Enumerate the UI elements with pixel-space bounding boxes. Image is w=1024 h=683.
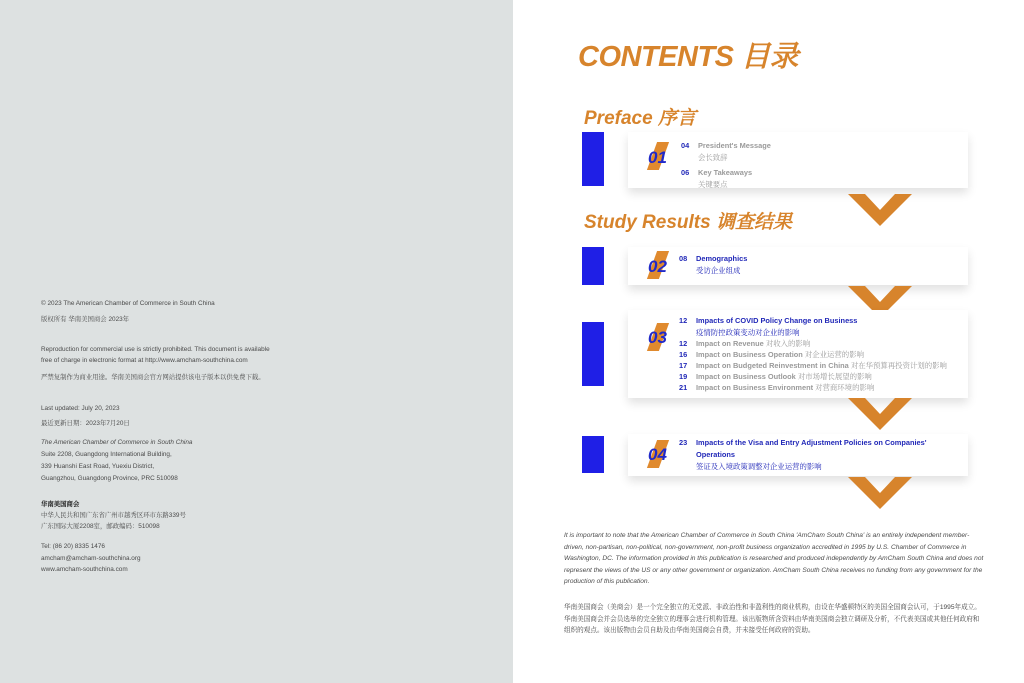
- toc-subitem-outlook[interactable]: 19 Impact on Business Outlook 对市场增长展望的影响: [679, 372, 872, 381]
- reproduction-notice-en-1: Reproduction for commercial use is strictly prohibited. This document is available: [41, 346, 270, 353]
- email-link[interactable]: amcham@amcham-southchina.org: [41, 555, 141, 562]
- reproduction-notice-en-2: free of charge in electronic format at http://www.amcham-southchina.com: [41, 357, 248, 364]
- toc-subitem-environment[interactable]: 21 Impact on Business Environment 对营商环境的影响: [679, 383, 875, 392]
- section-03-number: 03: [648, 328, 667, 347]
- section-02-bar: [582, 247, 604, 285]
- section-01-number: 01: [648, 148, 667, 167]
- last-updated-zh: 最近更新日期：2023年7月20日: [41, 420, 130, 427]
- toc-item-demographics-zh: 受访企业组成: [696, 266, 741, 275]
- website-link[interactable]: www.amcham-southchina.com: [41, 566, 128, 573]
- org-name-zh: 华南美国商会: [41, 501, 80, 508]
- toc-item-presidents-message-zh: 会长致辞: [698, 153, 728, 162]
- section-04-bar: [582, 436, 604, 473]
- toc-subitem-revenue[interactable]: 12 Impact on Revenue 对收入的影响: [679, 339, 811, 348]
- preface-card: [628, 132, 968, 188]
- toc-item-covid-policy[interactable]: 12 Impacts of COVID Policy Change on Business: [679, 316, 858, 325]
- chevron-down-icon: [848, 194, 912, 226]
- address-line-2: 339 Huanshi East Road, Yuexiu District,: [41, 463, 155, 470]
- address-zh-1: 中华人民共和国广东省广州市越秀区环市东路339号: [41, 512, 186, 519]
- chevron-down-icon: [848, 398, 912, 430]
- copyright-zh: 版权所有 华南美国商会 2023年: [41, 316, 130, 323]
- toc-item-visa-entry[interactable]: 23 Impacts of the Visa and Entry Adjustment Policies on Companies': [679, 438, 927, 447]
- address-line-3: Guangzhou, Guangdong Province, PRC 510098: [41, 475, 178, 482]
- section-03-bar: [582, 322, 604, 386]
- disclaimer-en: It is important to note that the American Chamber of Commerce in South China 'AmCham South China' is an entirely independent member-driven, non-partisan, non-political, non-government, non-profit business organization accredited in 1995 by U.S. Chamber of Commerce in Washington, DC. The information provided in this publication is researched and produced independently by AmCham South China and does not represent the views of the US or any other government or organization. AmCham South China receives no funding from any government for the production of this publication.: [564, 532, 984, 585]
- section-02-number: 02: [648, 257, 667, 276]
- section-01-bar: [582, 132, 604, 186]
- org-name-en: The American Chamber of Commerce in South China: [41, 439, 193, 446]
- contents-title: CONTENTS 目录: [578, 41, 799, 73]
- copyright-en: © 2023 The American Chamber of Commerce in South China: [41, 300, 215, 307]
- preface-heading: Preface 序言: [584, 108, 696, 129]
- reproduction-notice-zh: 严禁复制作为商业用途。华南美国商会官方网站提供该电子版本以供免费下载。: [41, 374, 265, 381]
- disclaimer-zh: 华南美国商会（美商会）是一个完全独立的无党派、非政治性和非盈利性的商业机构，由设在华盛顿特区的美国全国商会认可，于1995年成立。华南美国商会并会员选举的完全独立的理事会进行机构管理。该出版物所含资料由华南美国商会独立调研及分析，不代表美国或其他任何政府和组织的观点。该出版物由会员自助及由华南美国商会自费，并未接受任何政府的资助。: [564, 604, 981, 634]
- toc-item-key-takeaways[interactable]: 06 Key Takeaways: [681, 168, 753, 177]
- address-line-1: Suite 2208, Guangdong International Building,: [41, 451, 172, 458]
- last-updated-en: Last updated: July 20, 2023: [41, 405, 120, 412]
- reproduction-url-link[interactable]: http://www.amcham-southchina.com: [145, 357, 248, 364]
- chevron-down-icon: [848, 477, 912, 509]
- toc-subitem-reinvestment[interactable]: 17 Impact on Budgeted Reinvestment in China 对在华预算再投资计划的影响: [679, 361, 947, 370]
- address-zh-2: 广东国际大厦2208室，邮政编码：510098: [41, 523, 160, 530]
- toc-item-visa-entry-zh: 签证及入境政策调整对企业运营的影响: [696, 462, 822, 471]
- toc-item-demographics[interactable]: 08 Demographics: [679, 254, 748, 263]
- toc-subitem-operation[interactable]: 16 Impact on Business Operation 对企业运营的影响: [679, 350, 864, 359]
- section-02-card: [628, 247, 968, 285]
- toc-item-key-takeaways-zh: 关键要点: [698, 180, 728, 189]
- study-results-heading: Study Results 调查结果: [584, 212, 792, 233]
- toc-item-presidents-message[interactable]: 04 President's Message: [681, 141, 771, 150]
- telephone: Tel: (86 20) 8335 1476: [41, 543, 105, 550]
- section-04-number: 04: [648, 445, 667, 464]
- toc-item-visa-entry-line2: Operations: [696, 450, 736, 459]
- toc-item-covid-policy-zh: 疫情防控政策变动对企业的影响: [696, 328, 800, 337]
